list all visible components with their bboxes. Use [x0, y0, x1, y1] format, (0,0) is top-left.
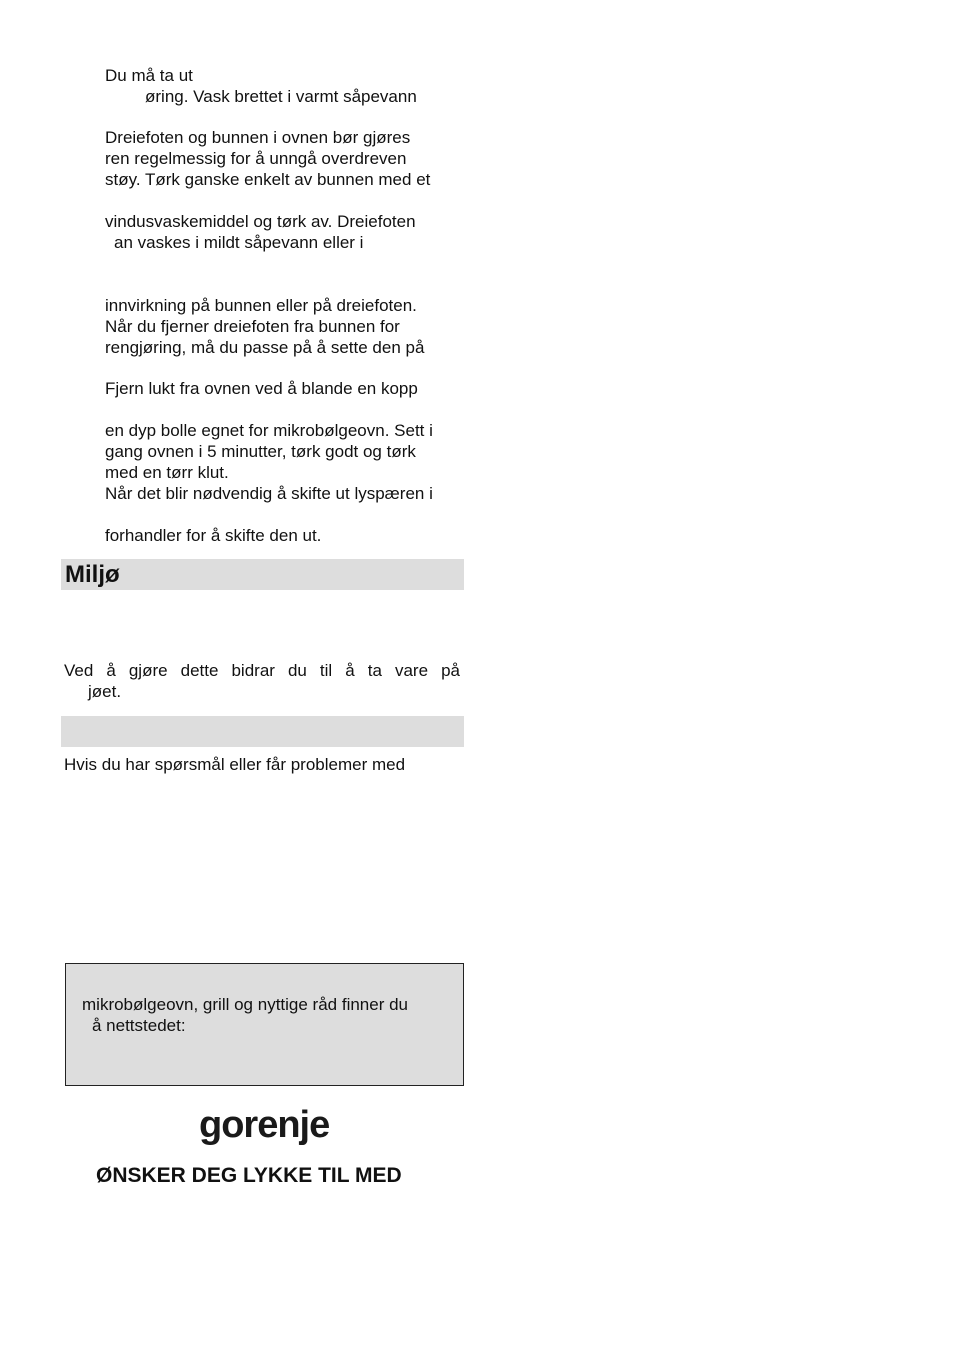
environment-title: Miljø	[65, 561, 120, 588]
info-box-line-1: mikrobølgeovn, grill og nyttige råd finner du	[82, 995, 408, 1014]
cleaning-line-4: ren regelmessig for å unngå overdreven	[105, 149, 407, 168]
gorenje-logo: gorenje	[199, 1104, 330, 1146]
cleaning-line-5: støy. Tørk ganske enkelt av bunnen med et	[105, 170, 431, 189]
info-box	[65, 963, 464, 1086]
service-header	[61, 716, 464, 747]
service-text: Hvis du har spørsmål eller får problemer med	[64, 755, 406, 774]
cleaning-line-9: Når du fjerner dreiefoten fra bunnen for	[105, 317, 400, 336]
cleaning-line-7: an vaskes i mildt såpevann eller i	[114, 233, 364, 252]
cleaning-line-1: Du må ta ut	[105, 66, 193, 85]
cleaning-line-3: Dreiefoten og bunnen i ovnen bør gjøres	[105, 128, 411, 147]
cleaning-line-15: Når det blir nødvendig å skifte ut lyspæren i	[105, 484, 433, 503]
cleaning-line-6: vindusvaskemiddel og tørk av. Dreiefoten	[105, 212, 416, 231]
closing-text: ØNSKER DEG LYKKE TIL MED	[96, 1164, 402, 1187]
environment-header	[61, 559, 464, 590]
cleaning-line-8: innvirkning på bunnen eller på dreiefoten.	[105, 296, 417, 315]
cleaning-line-16: forhandler for å skifte den ut.	[105, 526, 322, 545]
cleaning-line-2: øring. Vask brettet i varmt såpevann	[145, 87, 417, 106]
cleaning-line-11: Fjern lukt fra ovnen ved å blande en kopp	[105, 379, 418, 398]
cleaning-line-12: en dyp bolle egnet for mikrobølgeovn. Sett i	[105, 421, 433, 440]
cleaning-line-14: med en tørr klut.	[105, 463, 229, 482]
environment-paragraph-line-1: Ved å gjøre dette bidrar du til å ta vare på	[64, 661, 460, 680]
cleaning-line-10: rengjøring, må du passe på å sette den på	[105, 338, 425, 357]
environment-paragraph-line-2: jøet.	[88, 682, 122, 701]
cleaning-line-13: gang ovnen i 5 minutter, tørk godt og tørk	[105, 442, 416, 461]
info-box-line-2: å nettstedet:	[92, 1016, 186, 1035]
